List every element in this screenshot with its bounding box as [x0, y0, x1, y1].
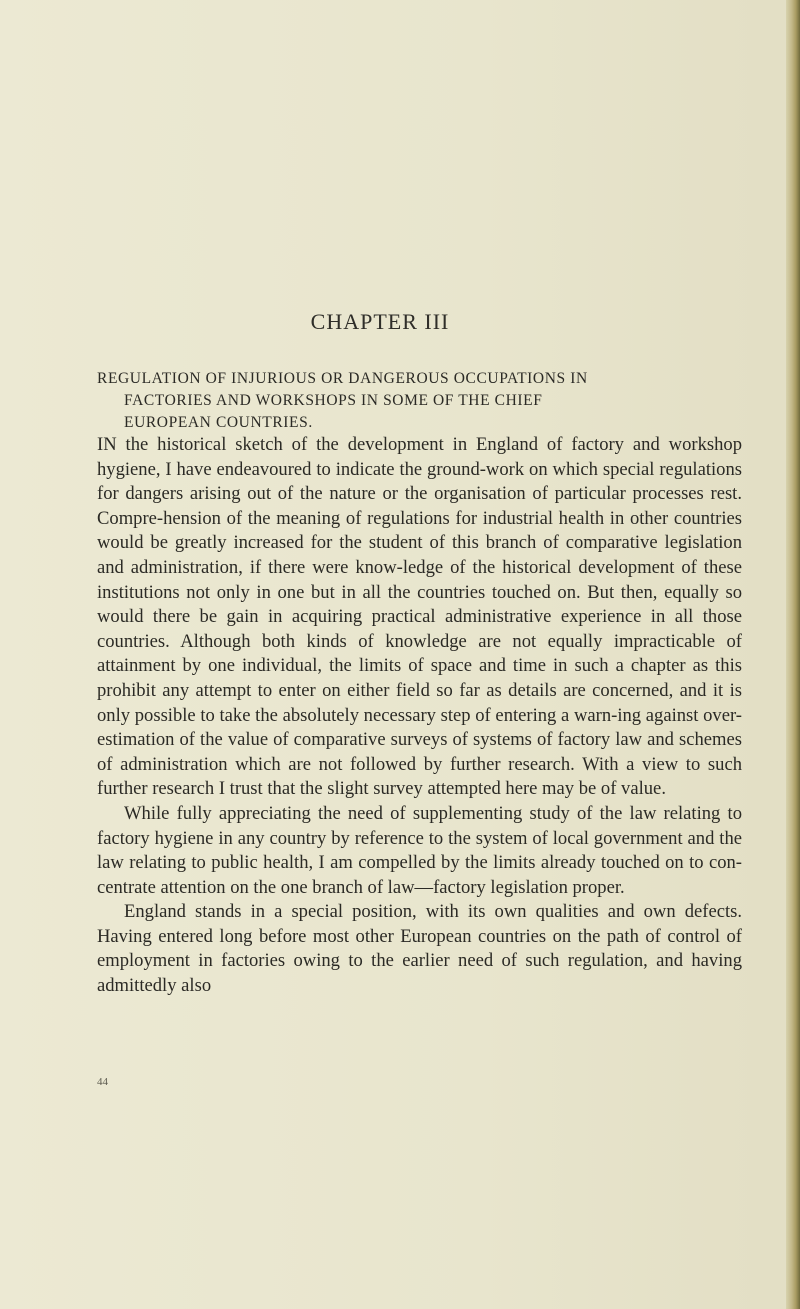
page-binding-edge: [786, 0, 800, 1309]
chapter-subtitle: [97, 368, 747, 434]
chapter-subtitle-line: REGULATION OF INJURIOUS OR DANGEROUS OCCUPATIONS IN: [97, 370, 588, 387]
body-text: [97, 433, 742, 999]
chapter-title: CHAPTER III: [310, 309, 450, 334]
paragraph-3: England stands in a special position, with its own qualities and own defects. Having entered long before most other European countries on the path of control of employment in factories owing to the earlier need of such regulation, and having admittedly also: [97, 901, 742, 997]
paragraph-2: While fully appreciating the need of supplementing study of the law relating to factory hygiene in any country by reference to the system of local government and the law relating to public health, I am compelled by the limits already touched on to con-centrate attention on the one branch of law—factory legislation proper.: [97, 802, 742, 898]
paragraph-1: IN the historical sketch of the development in England of factory and workshop hygiene, I have endeavoured to indicate the ground-work on which special regulations for dangers arising out of the nature or the organisation of particular processes rest. Compre-hension of the meaning of regulations for industrial health in other countries would be greatly increased for the student of this branch of comparative legislation and administration, if there were know-ledge of the historical development of these institutions not only in one but in all the countries touched on. But then, equally so would there be gain in acquiring practical administrative experience in all those countries. Although both kinds of knowledge are not equally impracticable of attainment by one individual, the limits of space and time in such a chapter as this prohibit any attempt to enter on either field so far as details are concerned, and it is only possible to take the absolutely necessary step of entering a warn-ing against over-estimation of the value of comparative surveys of systems of factory law and schemes of administration which are not followed by further research. With a view to such further research I trust that the slight survey attempted here may be of value.: [97, 434, 742, 800]
chapter-subtitle-line: EUROPEAN COUNTRIES.: [124, 414, 313, 431]
page-number: 44: [97, 1076, 108, 1088]
chapter-subtitle-line: FACTORIES AND WORKSHOPS IN SOME OF THE CHIEF: [124, 392, 543, 409]
